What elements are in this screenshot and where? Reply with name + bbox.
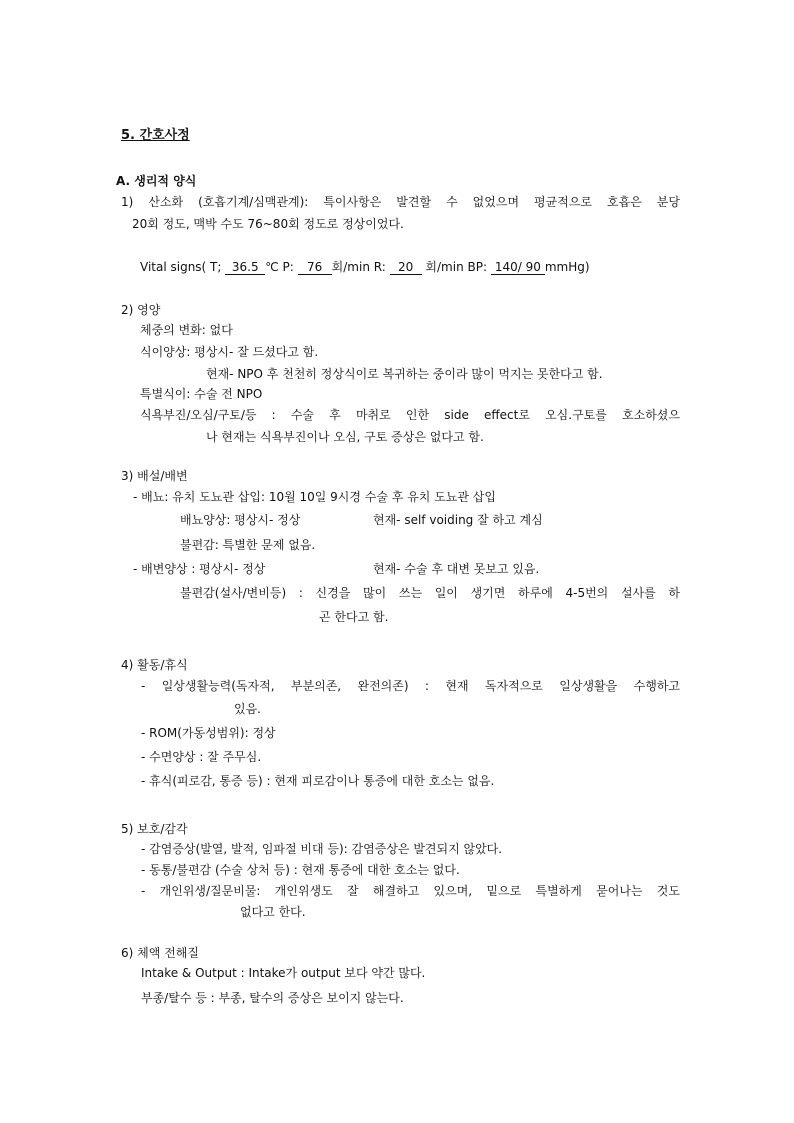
section-a-heading: A. 생리적 양식 — [116, 174, 197, 188]
bowel-pattern-usual: - 배변양상 : 평상시- 정상 — [133, 562, 266, 576]
pulse-unit: 회/min R: — [331, 260, 386, 274]
diet-current: 현재- NPO 후 천천히 정상식이로 복귀하는 중이라 많이 먹지는 못한다고 함. — [206, 367, 603, 381]
protection-heading: 5) 보호/감각 — [121, 822, 188, 836]
infection-signs: - 감염증상(발열, 발적, 임파절 비대 등): 감염증상은 발견되지 않았다. — [141, 842, 503, 856]
intake-output: Intake & Output : Intake가 output 보다 약간 많다. — [141, 966, 426, 980]
urination-discomfort: 불편감: 특별한 문제 없음. — [180, 538, 316, 552]
pulse-value: 76 — [298, 260, 332, 275]
bowel-discomfort-line-2: 곤 한다고 함. — [319, 610, 389, 624]
activity-heading: 4) 활동/휴식 — [121, 658, 188, 672]
diet-usual: 식이양상: 평상시- 잘 드셨다고 함. — [140, 345, 319, 359]
anorexia-line-2: 나 현재는 식욕부진이나 오심, 구토 증상은 없다고 함. — [206, 430, 484, 444]
vital-signs-label: Vital signs( T; — [140, 260, 222, 274]
bowel-discomfort-line-1: 불편감(설사/변비등) : 신경을 많이 쓰는 일이 생기면 하루에 4-5번의 설사를 하 — [180, 586, 680, 600]
respiration-value: 20 — [390, 260, 422, 275]
edema-dehydration: 부종/탈수 등 : 부종, 탈수의 증상은 보이지 않는다. — [141, 991, 404, 1005]
oxygenation-line-1: 1) 산소화 (호흡기계/심맥관계): 특이사항은 발견할 수 없었으며 평균적으로 호흡은 분당 — [121, 195, 680, 209]
fluid-heading: 6) 체액 전해질 — [121, 946, 199, 960]
rest-fatigue: - 휴식(피로감, 통증 등) : 현재 피로감이나 통증에 대한 호소는 없음. — [141, 774, 495, 788]
adl-line-2: 있음. — [234, 702, 261, 716]
special-diet: 특별식이: 수술 전 NPO — [140, 387, 263, 401]
nutrition-heading: 2) 영양 — [121, 303, 161, 317]
page-title: 5. 간호사정 — [121, 128, 190, 143]
respiration-unit: 회/min BP: — [425, 260, 487, 274]
weight-change: 체중의 변화: 없다 — [140, 323, 233, 337]
vital-signs — [140, 259, 590, 275]
bowel-pattern-current: 현재- 수술 후 대변 못보고 있음. — [373, 562, 540, 576]
blood-pressure-value: 140/ 90 — [491, 260, 545, 275]
urination-catheter: - 배뇨: 유치 도뇨관 삽입: 10월 10일 9시경 수술 후 유치 도뇨관 삽입 — [133, 490, 496, 504]
hygiene-line-1: - 개인위생/질문비물: 개인위생도 잘 해결하고 있으며, 밑으로 특별하게 묻어나는 것도 — [141, 884, 680, 898]
range-of-motion: - ROM(가동성범위): 정상 — [141, 726, 276, 740]
hygiene-line-2: 없다고 한다. — [240, 905, 306, 919]
temperature-value: 36.5 — [225, 260, 265, 275]
blood-pressure-unit: mmHg) — [544, 260, 590, 274]
adl-line-1: - 일상생활능력(독자적, 부분의존, 완전의존) : 현재 독자적으로 일상생활을 수행하고 — [141, 679, 680, 693]
urination-pattern-current: 현재- self voiding 잘 하고 계심 — [373, 513, 543, 527]
oxygenation-line-2: 20회 정도, 맥박 수도 76~80회 정도로 정상이었다. — [132, 217, 404, 231]
elimination-heading: 3) 배설/배변 — [121, 469, 188, 483]
anorexia-line-1: 식욕부진/오심/구토/등 : 수술 후 마취로 인한 side effect로 오심.구토를 호소하셨으 — [140, 408, 680, 422]
temperature-unit: ℃ P: — [265, 260, 294, 274]
urination-pattern-usual: 배뇨양상: 평상시- 정상 — [180, 513, 301, 527]
pain-discomfort: - 동통/불편감 (수술 상처 등) : 현재 통증에 대한 호소는 없다. — [141, 863, 460, 877]
sleep-pattern: - 수면양상 : 잘 주무심. — [141, 750, 262, 764]
